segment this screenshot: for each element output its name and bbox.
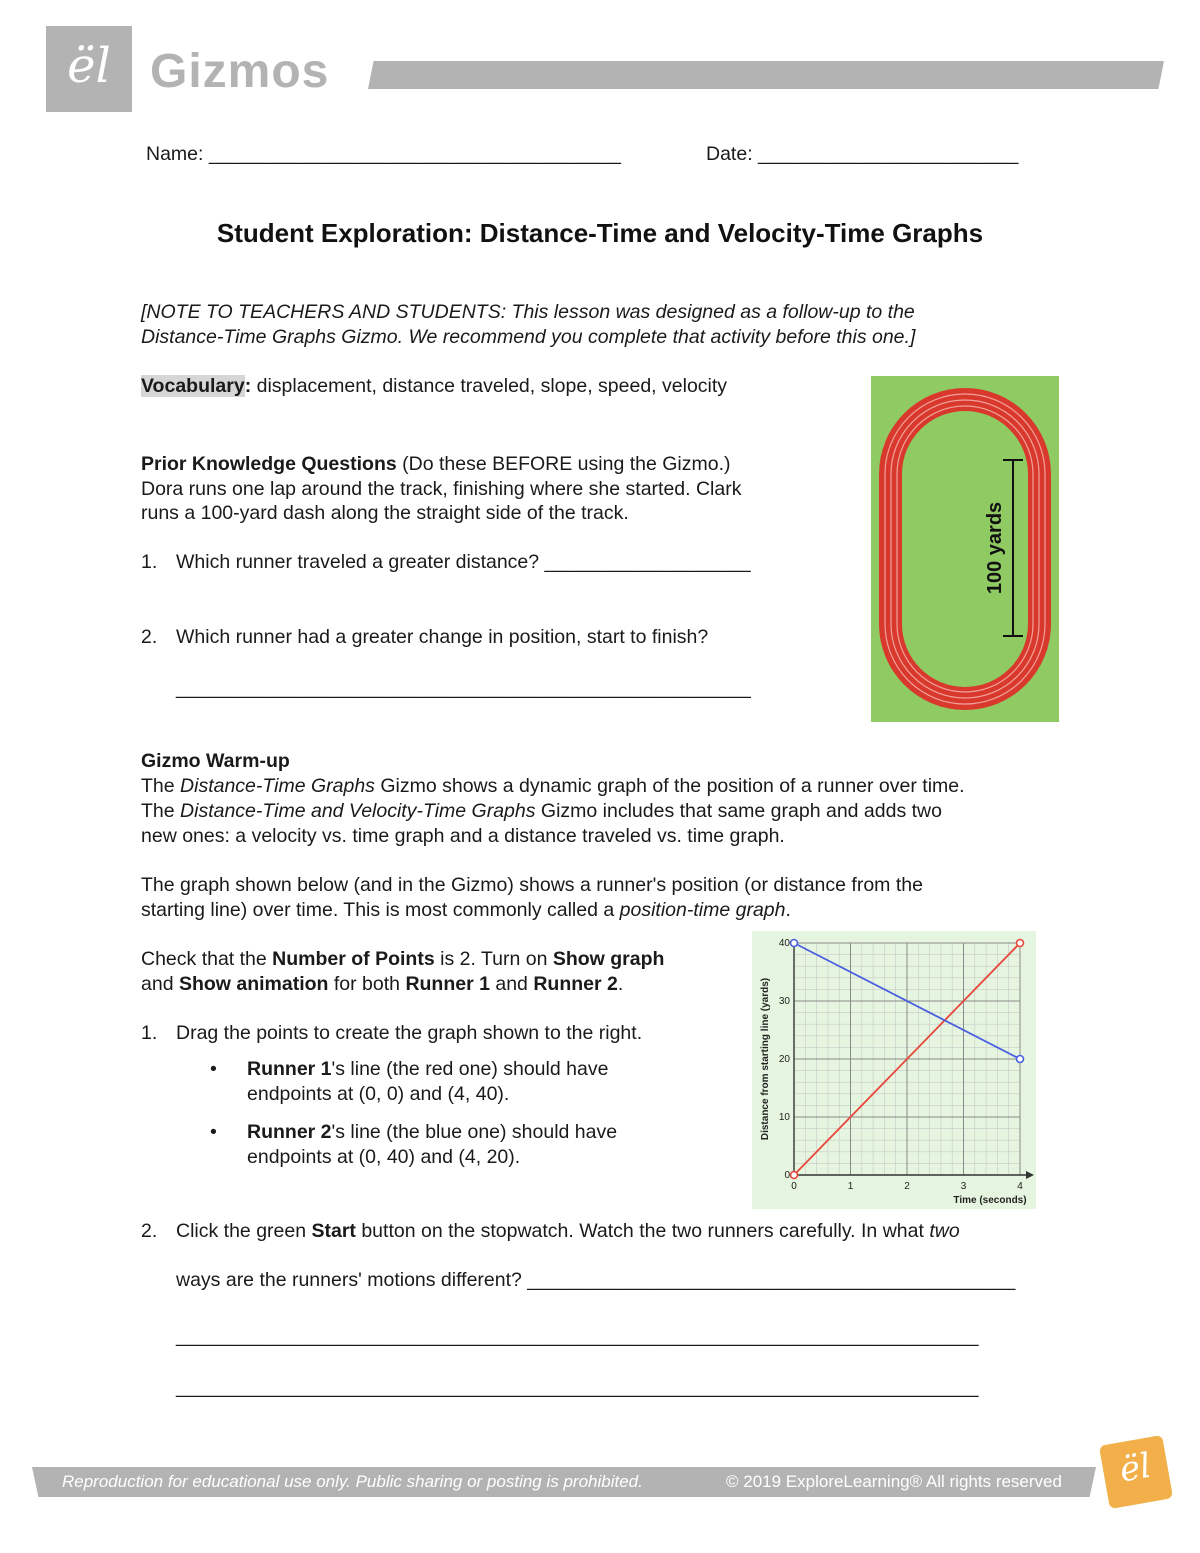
p3l1-c: is 2. Turn on bbox=[434, 948, 553, 970]
gizmos-logo bbox=[46, 26, 132, 112]
y-axis-label: Distance from starting line (yards) bbox=[760, 977, 771, 1141]
prior-line-1: Dora runs one lap around the track, finishing where she started. Clark bbox=[141, 478, 742, 500]
bullet-dot-1: • bbox=[210, 1058, 217, 1080]
p3l2-d: and bbox=[489, 973, 534, 995]
name-label: Name: bbox=[146, 143, 204, 165]
distance-label: 100 yards bbox=[984, 501, 1006, 595]
p1l1-b: Gizmo shows a dynamic graph of the position of a runner over time. bbox=[374, 775, 965, 797]
prior-question-2 bbox=[141, 625, 708, 650]
name-blank: ______________________________________ bbox=[208, 143, 621, 165]
x-tick-label: 4 bbox=[1017, 1181, 1023, 1192]
y-tick-label: 0 bbox=[784, 1170, 790, 1181]
p1l2-italic: Distance-Time and Velocity-Time Graphs bbox=[180, 800, 536, 822]
series-point-2 bbox=[1017, 1056, 1024, 1063]
p1l1-italic: Distance-Time Graphs bbox=[180, 775, 375, 797]
series-point-2 bbox=[791, 940, 798, 947]
date-field bbox=[706, 142, 1018, 167]
p3l2-a: and bbox=[141, 973, 179, 995]
vocabulary-terms: displacement, distance traveled, slope, speed, velocity bbox=[251, 375, 728, 397]
note-line-2: Distance-Time Graphs Gizmo. We recommend you complete that activity before this one.] bbox=[141, 326, 916, 348]
y-tick-label: 20 bbox=[778, 1054, 790, 1065]
s2-italic: two bbox=[929, 1220, 960, 1242]
footer-copyright: © 2019 ExploreLearning® All rights reserved bbox=[726, 1472, 1062, 1491]
footer-logo-mark: ël bbox=[1116, 1445, 1155, 1491]
p1l2-a: The bbox=[141, 800, 181, 822]
p3l2-c: for both bbox=[328, 973, 406, 995]
s1-text: Drag the points to create the graph shown to the right. bbox=[176, 1022, 643, 1044]
b1-line2: endpoints at (0, 0) and (4, 40). bbox=[247, 1083, 510, 1105]
q2-answer-blank: _____________________________________________________ bbox=[176, 677, 751, 699]
warmup-step-2 bbox=[141, 1219, 960, 1244]
footer-logo bbox=[1099, 1435, 1173, 1509]
s2-answer-blank-1: __________________________________________________________________________ bbox=[176, 1325, 979, 1347]
vocabulary bbox=[141, 374, 727, 399]
b1-bold: Runner 1 bbox=[247, 1058, 332, 1080]
series-point-1 bbox=[1017, 940, 1024, 947]
s2-bold: Start bbox=[311, 1220, 356, 1242]
prior-line-2: runs a 100-yard dash along the straight side of the track. bbox=[141, 502, 629, 524]
header-bar bbox=[368, 61, 1164, 89]
p2l2-italic: position-time graph bbox=[619, 899, 786, 921]
y-tick-label: 10 bbox=[778, 1112, 790, 1123]
track-svg bbox=[871, 376, 1059, 722]
footer-notice: Reproduction for educational use only. Public sharing or posting is prohibited. bbox=[62, 1472, 643, 1491]
date-blank: ________________________ bbox=[758, 143, 1019, 165]
x-tick-label: 3 bbox=[960, 1181, 967, 1192]
p3l1-bold-1: Number of Points bbox=[272, 948, 435, 970]
p3l2-bold-1: Show animation bbox=[178, 973, 329, 995]
warmup-p1-line1 bbox=[141, 774, 965, 799]
s2-answer-blank-2: __________________________________________________________________________ bbox=[176, 1376, 979, 1398]
p3l2-bold-3: Runner 2 bbox=[533, 973, 618, 995]
bullet-dot-2: • bbox=[210, 1121, 217, 1143]
warmup-p3-line2 bbox=[141, 972, 623, 997]
p2l2-a: starting line) over time. This is most commonly called a bbox=[141, 899, 620, 921]
s1-number: 1. bbox=[141, 1022, 158, 1044]
prior-heading-bold: Prior Knowledge Questions bbox=[141, 453, 397, 475]
track-image bbox=[871, 376, 1059, 722]
p1l1-a: The bbox=[141, 775, 181, 797]
x-axis-arrow bbox=[1026, 1171, 1034, 1179]
p3l2-e: . bbox=[617, 973, 624, 995]
name-field bbox=[146, 142, 621, 167]
s2-a: Click the green bbox=[176, 1220, 312, 1242]
q1-number: 1. bbox=[141, 551, 158, 573]
warmup-p2-line2 bbox=[141, 898, 791, 923]
prior-heading-note: (Do these BEFORE using the Gizmo.) bbox=[396, 453, 731, 475]
date-label: Date: bbox=[706, 143, 753, 165]
x-tick-label: 2 bbox=[904, 1181, 910, 1192]
warmup-heading bbox=[141, 749, 290, 774]
p3l1-bold-2: Show graph bbox=[552, 948, 665, 970]
logo-mark: ël bbox=[67, 38, 111, 94]
warmup-heading-text: Gizmo Warm-up bbox=[141, 750, 290, 772]
b2-bold: Runner 2 bbox=[247, 1121, 332, 1143]
vocabulary-colon: : bbox=[244, 375, 252, 397]
q2-number: 2. bbox=[141, 626, 158, 648]
bullet-runner-1 bbox=[210, 1057, 608, 1082]
s2-line2: ways are the runners' motions different? _____________________________________________ bbox=[176, 1269, 1016, 1291]
b2-line2: endpoints at (0, 40) and (4, 20). bbox=[247, 1146, 521, 1168]
y-tick-label: 30 bbox=[778, 996, 790, 1007]
warmup-step-1 bbox=[141, 1021, 642, 1046]
q1-text: Which runner traveled a greater distance? ___________________ bbox=[176, 551, 751, 573]
chart-svg bbox=[752, 931, 1036, 1209]
track-infield bbox=[902, 411, 1028, 687]
warmup-p1-line2 bbox=[141, 799, 942, 824]
p3l1-a: Check that the bbox=[141, 948, 273, 970]
brand-name: Gizmos bbox=[150, 45, 330, 98]
page-title: Student Exploration: Distance-Time and Velocity-Time Graphs bbox=[216, 218, 984, 248]
series-point-1 bbox=[791, 1172, 798, 1179]
prior-question-1 bbox=[141, 550, 751, 575]
q2-text: Which runner had a greater change in position, start to finish? bbox=[176, 626, 709, 648]
x-axis-label: Time (seconds) bbox=[953, 1195, 1027, 1206]
p3l2-bold-2: Runner 1 bbox=[405, 973, 490, 995]
warmup-p3-line1 bbox=[141, 947, 664, 972]
s2-c: button on the stopwatch. Watch the two runners carefully. In what bbox=[355, 1220, 930, 1242]
position-time-graph bbox=[752, 931, 1036, 1209]
y-tick-label: 40 bbox=[778, 938, 790, 949]
p2l2-b: . bbox=[785, 899, 791, 921]
note-line-1: [NOTE TO TEACHERS AND STUDENTS: This lesson was designed as a follow-up to the bbox=[141, 301, 915, 323]
prior-knowledge-heading bbox=[141, 452, 731, 477]
b1-line1: 's line (the red one) should have bbox=[331, 1058, 609, 1080]
s2-number: 2. bbox=[141, 1220, 158, 1242]
bullet-runner-2 bbox=[210, 1120, 617, 1145]
vocabulary-label: Vocabulary bbox=[141, 375, 245, 397]
x-tick-label: 1 bbox=[847, 1181, 854, 1192]
x-tick-label: 0 bbox=[791, 1181, 797, 1192]
p1l2-b: Gizmo includes that same graph and adds two bbox=[535, 800, 942, 822]
warmup-p2-line1: The graph shown below (and in the Gizmo) shows a runner's position (or distance from the bbox=[141, 874, 923, 896]
b2-line1: 's line (the blue one) should have bbox=[331, 1121, 618, 1143]
warmup-p1-line3: new ones: a velocity vs. time graph and a distance traveled vs. time graph. bbox=[141, 825, 785, 847]
